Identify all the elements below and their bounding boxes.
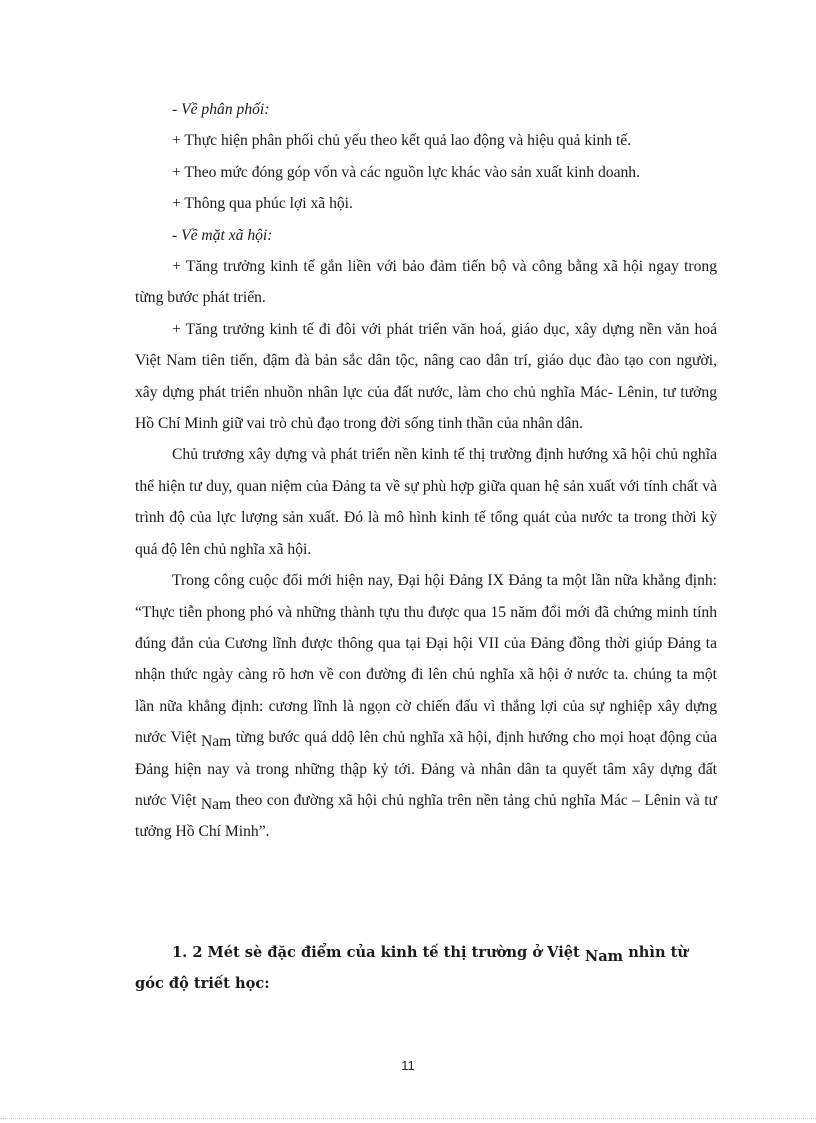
bullet-distribution-labor: + Thực hiện phân phối chủ yếu theo kết quả lao động và hiệu quả kinh tế. [172, 132, 632, 150]
body-text [135, 94, 717, 848]
paragraph-policy: Chủ trương xây dựng và phát triển nền kinh tế thị trường định hướng xã hội chủ nghĩa thể hiện tư duy, quan niệm của Đảng ta về sự phù hợp giữa quan hệ sản xuất với tính chất và trình độ của lực lượng sản xuất. Đó là mô hình kinh tế tổng quát của nước ta trong thời kỳ quá độ lên chủ nghĩa xã hội. [135, 446, 717, 558]
section-label-social: - Về mặt xã hội: [172, 226, 273, 244]
paragraph-congress [135, 565, 717, 848]
heading-word-nam: Nam [584, 948, 624, 965]
bullet-distribution-capital: + Theo mức đóng góp vốn và các nguồn lực khác vào sản xuất kinh doanh. [172, 163, 640, 181]
heading-part-2: nhìn từ góc độ triết học: [135, 944, 688, 992]
bullet-distribution-welfare: + Thông qua phúc lợi xã hội. [172, 195, 353, 213]
congress-text-part-2: từng bước quá ddộ lên chủ nghĩa xã hội, định hướng cho mọi hoạt động của Đảng hiện nay và trong những thập kỷ tới. Đảng và nhân dân ta quyết tâm xây dựng đất nước Việt [135, 729, 718, 809]
section-heading [135, 937, 717, 999]
page-bottom-divider [0, 1118, 816, 1119]
heading-part-1: 1. 2 Mét sè đặc điểm của kinh tế thị trường ở Việt [172, 944, 585, 961]
bullet-social-culture: + Tăng trưởng kinh tế đi đôi với phát triển văn hoá, giáo dục, xây dựng nền văn hoá Việt Nam tiên tiến, đậm đà bản sắc dân tộc, nâng cao dân trí, giáo dục đào tạo con người, xây dựng phát triển nhuồn nhân lực của đất nước, làm cho chủ nghĩa Mác- Lênin, tư tưởng Hồ Chí Minh giữ vai trò chủ đạo trong đời sống tinh thần của nhân dân. [135, 320, 717, 433]
congress-word-nam-1: Nam [200, 733, 232, 751]
congress-text-part-3: theo con đường xã hội chủ nghĩa trên nền tảng chủ nghĩa Mác – Lênin và tư tưởng Hồ Chí Minh”. [135, 791, 717, 841]
congress-word-nam-2: Nam [200, 795, 232, 813]
congress-text-part-1: Trong công cuộc đổi mới hiện nay, Đại hội Đảng IX Đảng ta một lần nữa khẳng định: “Thực tiễn phong phó và những thành tựu thu được qua 15 năm đổi mới đã chứng minh tính đúng đắn của Cương lĩnh được thông qua tại Đại hội VII của Đảng đồng thời giúp Đảng ta nhận thức ngày càng rõ hơn về con đường đi lên chủ nghĩa xã hội ở nước ta. chúng ta một lần nữa khẳng định: cương lĩnh là ngọn cờ chiến đấu vì thắng lợi của sự nghiệp xây dựng nước Việt [135, 572, 717, 747]
section-label-distribution: - Về phân phối: [172, 101, 270, 118]
page-number: 11 [401, 1058, 415, 1073]
bullet-social-equity: + Tăng trưởng kinh tế gắn liền với bảo đảm tiến bộ và công bằng xã hội ngay trong từng bước phát triển. [135, 258, 717, 307]
